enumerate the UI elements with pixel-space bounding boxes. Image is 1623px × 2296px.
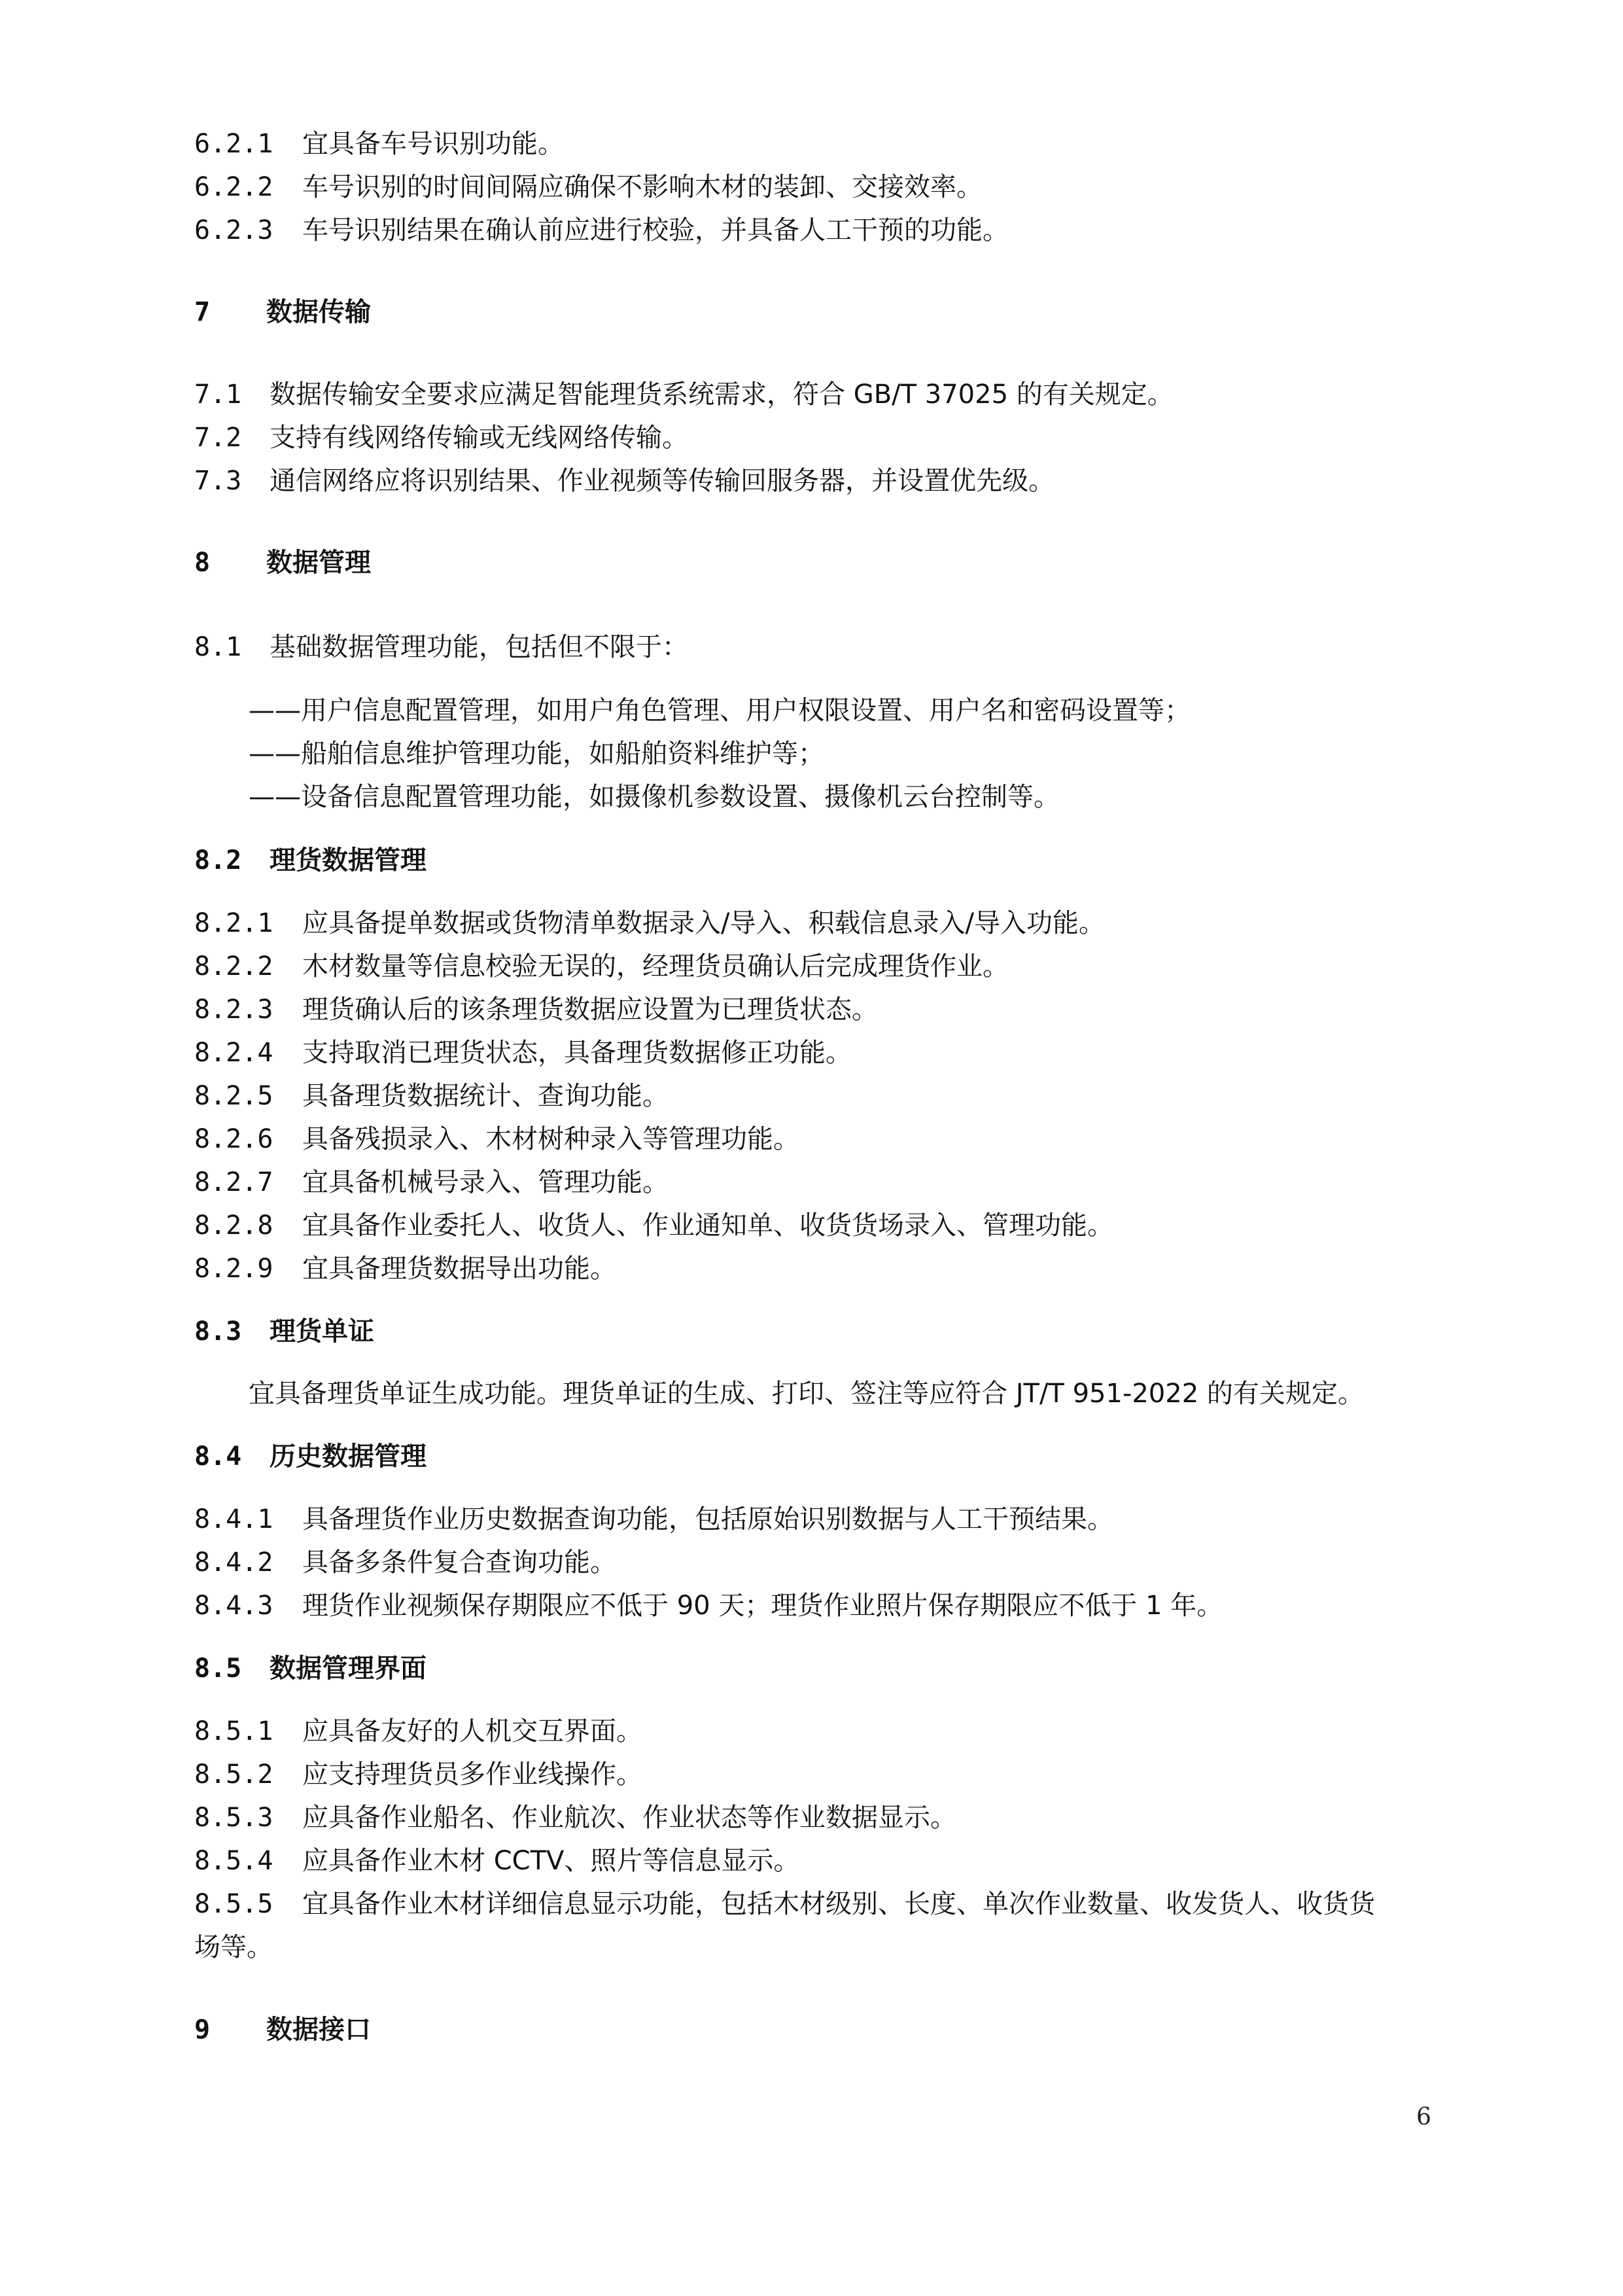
clause-text: 理货确认后的该条理货数据应设置为已理货状态。 — [302, 995, 878, 1025]
clause-number: 8.5.2 — [194, 1759, 273, 1790]
clause-8-2-6 — [194, 1118, 1476, 1161]
clause-8-5-4 — [194, 1839, 1476, 1882]
paragraph-8-3: 宜具备理货单证生成功能。理货单证的生成、打印、签注等应符合 JT/T 951-2022 的有关规定。 — [249, 1379, 1364, 1409]
clause-8-4-1 — [194, 1498, 1476, 1541]
list-item: ——用户信息配置管理，如用户角色管理、用户权限设置、用户名和密码设置等； — [249, 696, 1191, 726]
clause-number: 8.2.1 — [194, 908, 273, 938]
clause-7-3 — [194, 459, 1476, 503]
clause-text: 车号识别的时间间隔应确保不影响木材的装卸、交接效率。 — [302, 172, 983, 202]
clause-8-1 — [194, 626, 1476, 669]
clause-number: 8.2.4 — [194, 1038, 273, 1068]
clause-text: 支持取消已理货状态，具备理货数据修正功能。 — [302, 1038, 852, 1068]
heading-text: 数据接口 — [266, 2015, 371, 2045]
clause-text: 基础数据管理功能，包括但不限于： — [270, 632, 688, 662]
list-item: ——设备信息配置管理功能，如摄像机参数设置、摄像机云台控制等。 — [249, 782, 1060, 812]
heading-8-2 — [194, 839, 1476, 882]
clause-number: 6.2.2 — [194, 172, 273, 202]
clause-text: 通信网络应将识别结果、作业视频等传输回服务器，并设置优先级。 — [270, 466, 1055, 496]
heading-number: 8.2 — [194, 845, 242, 875]
clause-text: 具备理货数据统计、查询功能。 — [302, 1081, 669, 1111]
heading-8-3 — [194, 1310, 1476, 1353]
clause-number: 7.2 — [194, 423, 242, 453]
heading-8-5 — [194, 1647, 1476, 1690]
heading-number: 8.5 — [194, 1653, 242, 1684]
clause-number: 8.4.3 — [194, 1591, 273, 1621]
heading-text: 数据管理 — [266, 548, 371, 578]
heading-number: 8.4 — [194, 1441, 242, 1472]
clause-8-4-3 — [194, 1584, 1476, 1627]
clause-8-2-3 — [194, 988, 1476, 1031]
clause-text: 应具备作业木材 CCTV、照片等信息显示。 — [302, 1846, 800, 1876]
clause-8-2-1 — [194, 902, 1476, 945]
clause-text: 应具备作业船名、作业航次、作业状态等作业数据显示。 — [302, 1803, 956, 1833]
heading-number: 8 — [194, 548, 211, 578]
clause-text: 应具备提单数据或货物清单数据录入/导入、积载信息录入/导入功能。 — [302, 908, 1105, 938]
clause-text: 宜具备理货数据导出功能。 — [302, 1254, 616, 1284]
clause-text: 支持有线网络传输或无线网络传输。 — [270, 423, 688, 453]
clause-number: 6.2.3 — [194, 215, 273, 245]
heading-number: 7 — [194, 297, 211, 327]
clause-number: 8.2.8 — [194, 1210, 273, 1241]
clause-8-2-7 — [194, 1161, 1476, 1204]
clause-8-4-2 — [194, 1541, 1476, 1584]
clause-number: 8.5.4 — [194, 1846, 273, 1876]
heading-9 — [194, 2008, 1476, 2051]
clause-8-5-3 — [194, 1796, 1476, 1839]
clause-number: 8.2.5 — [194, 1081, 273, 1111]
clause-number: 8.5.5 — [194, 1889, 273, 1919]
heading-8 — [194, 541, 1476, 584]
clause-6-2-2 — [194, 166, 1476, 209]
clause-text: 具备残损录入、木材树种录入等管理功能。 — [302, 1124, 799, 1154]
clause-number: 7.1 — [194, 380, 242, 410]
clause-8-2-4 — [194, 1031, 1476, 1074]
clause-8-5-1 — [194, 1710, 1476, 1753]
clause-number: 8.5.3 — [194, 1803, 273, 1833]
clause-text: 宜具备作业委托人、收货人、作业通知单、收货货场录入、管理功能。 — [302, 1210, 1113, 1241]
clause-text: 应支持理货员多作业线操作。 — [302, 1759, 642, 1790]
heading-text: 理货单证 — [270, 1316, 374, 1347]
clause-text: 具备多条件复合查询功能。 — [302, 1547, 616, 1578]
clause-7-2 — [194, 416, 1476, 459]
clause-number: 8.2.2 — [194, 951, 273, 981]
heading-number: 9 — [194, 2015, 211, 2045]
clause-6-2-3 — [194, 209, 1476, 252]
clause-text: 宜具备车号识别功能。 — [302, 129, 564, 159]
clause-text: 车号识别结果在确认前应进行校验，并具备人工干预的功能。 — [302, 215, 1009, 245]
clause-8-5-5-continuation: 场等。 — [194, 1932, 273, 1962]
clause-text: 具备理货作业历史数据查询功能，包括原始识别数据与人工干预结果。 — [302, 1504, 1113, 1534]
heading-text: 数据传输 — [266, 297, 371, 327]
clause-text: 木材数量等信息校验无误的，经理货员确认后完成理货作业。 — [302, 951, 1009, 981]
clause-number: 8.4.1 — [194, 1504, 273, 1534]
page-number: 6 — [1416, 2104, 1431, 2130]
heading-text: 理货数据管理 — [270, 845, 427, 875]
clause-number: 6.2.1 — [194, 129, 273, 159]
clause-8-5-2 — [194, 1753, 1476, 1796]
clause-number: 8.2.7 — [194, 1167, 273, 1197]
clause-text: 理货作业视频保存期限应不低于 90 天；理货作业照片保存期限应不低于 1 年。 — [302, 1591, 1223, 1621]
heading-number: 8.3 — [194, 1316, 242, 1347]
clause-8-2-2 — [194, 945, 1476, 988]
clause-7-1 — [194, 373, 1476, 416]
clause-number: 8.4.2 — [194, 1547, 273, 1578]
clause-8-2-5 — [194, 1074, 1476, 1118]
clause-number: 8.5.1 — [194, 1716, 273, 1746]
clause-number: 8.1 — [194, 632, 242, 662]
clause-text: 宜具备作业木材详细信息显示功能，包括木材级别、长度、单次作业数量、收发货人、收货货 — [302, 1889, 1375, 1919]
clause-8-2-8 — [194, 1204, 1476, 1247]
clause-8-5-5 — [194, 1882, 1476, 1926]
clause-6-2-1 — [194, 122, 1476, 166]
list-item: ——船舶信息维护管理功能，如船舶资料维护等； — [249, 739, 824, 769]
clause-text: 数据传输安全要求应满足智能理货系统需求，符合 GB/T 37025 的有关规定。 — [270, 380, 1174, 410]
heading-8-4 — [194, 1435, 1476, 1478]
clause-number: 8.2.9 — [194, 1254, 273, 1284]
clause-number: 8.2.6 — [194, 1124, 273, 1154]
clause-number: 7.3 — [194, 466, 242, 496]
clause-text: 应具备友好的人机交互界面。 — [302, 1716, 642, 1746]
clause-8-2-9 — [194, 1247, 1476, 1290]
heading-text: 历史数据管理 — [270, 1441, 427, 1472]
heading-text: 数据管理界面 — [270, 1653, 427, 1684]
clause-text: 宜具备机械号录入、管理功能。 — [302, 1167, 669, 1197]
heading-7 — [194, 291, 1476, 334]
clause-number: 8.2.3 — [194, 995, 273, 1025]
